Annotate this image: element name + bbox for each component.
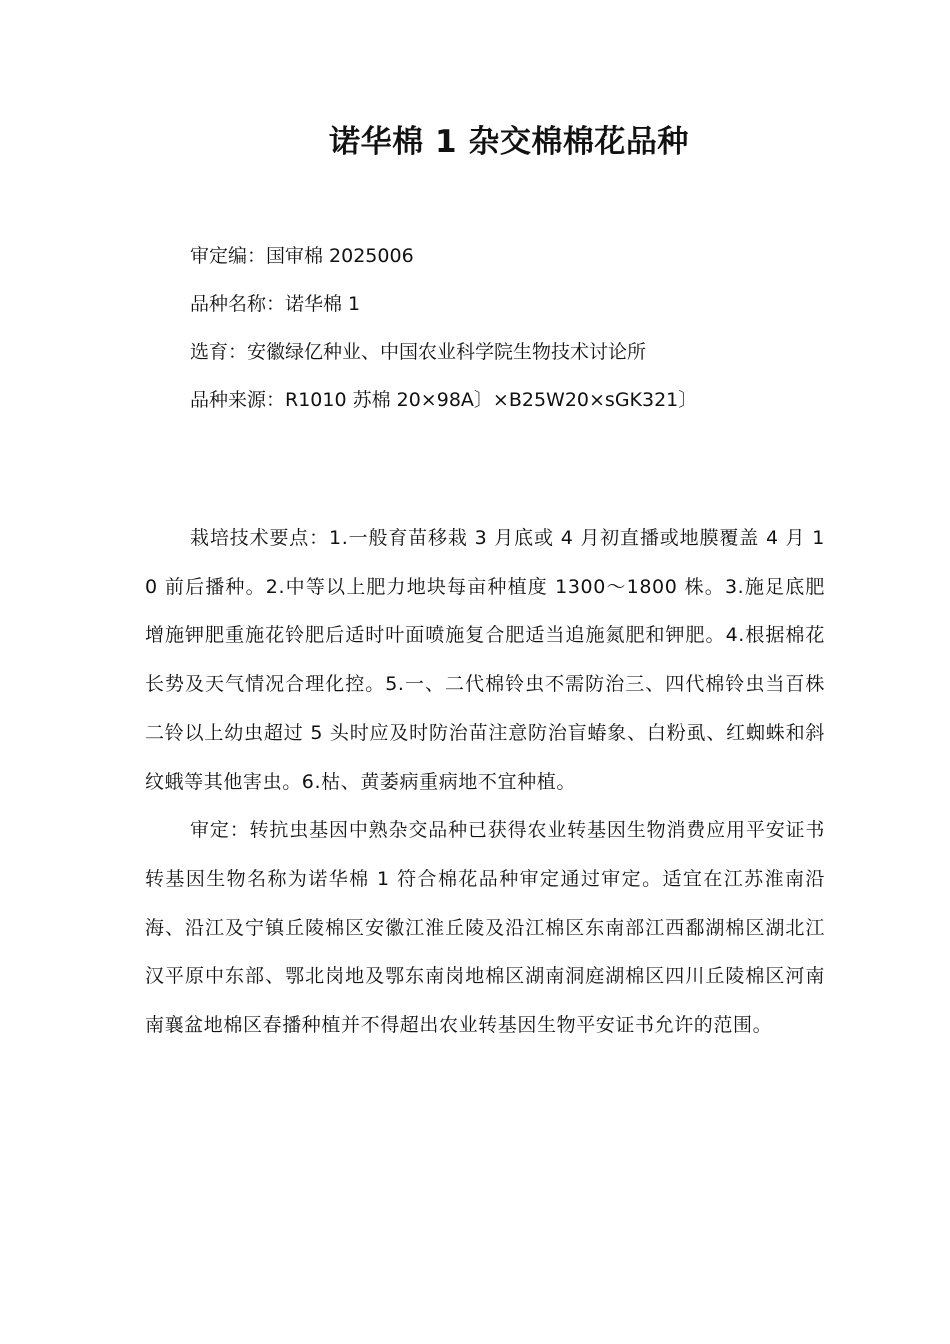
variety-info-block — [190, 232, 910, 424]
variety-name: 品种名称：诺华棉 1 — [190, 293, 361, 315]
document-title: 诺华棉 1 杂交棉棉花品种 — [329, 124, 689, 160]
breeder-info: 选育：安徽绿亿种业、中国农业科学院生物技术讨论所 — [190, 341, 647, 363]
cultivation-paragraph: 栽培技术要点：1.一般育苗移栽 3 月底或 4 月初直播或地膜覆盖 4 月 10 前后播种。2.中等以上肥力地块每亩种植度 1300～1800 株。3.施足底肥增施钾肥重施花铃肥后适时叶面喷施复合肥适当追施氮肥和钾肥。4.根据棉花长势及天气情况合理化控。5.一、二代棉铃虫不需防治三、四代棉铃虫当百株二铃以上幼虫超过 5 头时应及时防治苗注意防治盲蝽象、白粉虱、红蜘蛛和斜纹蛾等其他害虫。6.枯、黄萎病重病地不宜种植。 — [145, 527, 825, 793]
approval-paragraph: 审定：转抗虫基因中熟杂交品种已获得农业转基因生物消费应用平安证书转基因生物名称为诺华棉 1 符合棉花品种审定通过审定。适宜在江苏淮南沿海、沿江及宁镇丘陵棉区安徽江淮丘陵及沿江棉区东南部江西鄱湖棉区湖北江汉平原中东部、鄂北岗地及鄂东南岗地棉区湖南洞庭湖棉区四川丘陵棉区河南南襄盆地棉区春播种植并不得超出农业转基因生物平安证书允许的范围。 — [145, 819, 825, 1037]
document-body — [145, 514, 825, 1050]
variety-source: 品种来源：R1010 苏棉 20×98A〕×B25W20×sGK321〕 — [190, 389, 698, 411]
approval-number: 审定编：国审棉 2025006 — [190, 245, 414, 267]
